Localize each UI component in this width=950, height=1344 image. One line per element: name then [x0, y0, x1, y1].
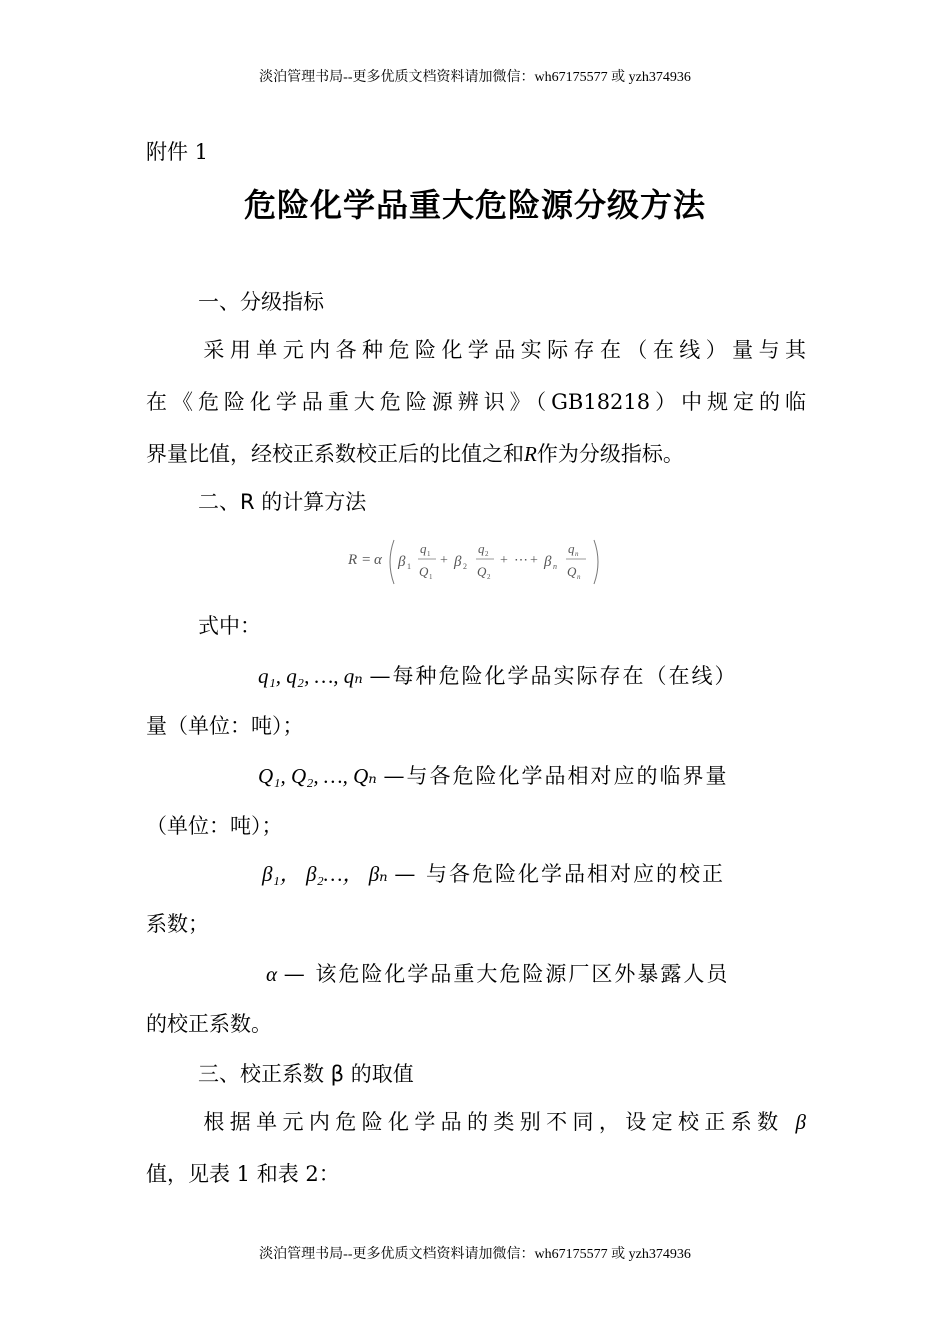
formula-left-paren: [390, 540, 394, 584]
formula-Qn: Q: [567, 564, 577, 579]
def1-symbol: q₁, q₂, …, qₙ: [258, 664, 363, 688]
formula-Q1-sub: 1: [429, 573, 433, 581]
def1-text: —每种危险化学品实际存在（在线）: [369, 664, 738, 688]
page-footer: 淡泊管理书局--更多优质文档资料请加微信：wh67175577 或 yzh374936: [259, 1247, 691, 1262]
def3: [262, 858, 725, 888]
section3-line2: 值，见表 1 和表 2：: [146, 1162, 340, 1186]
def3-symbol: β₁， β₂…， βₙ: [262, 862, 388, 886]
formula-plus1: +: [440, 553, 448, 568]
annex-label: 附件 1: [146, 140, 209, 164]
formula-q1: q: [420, 541, 427, 556]
section2-heading: 二、R 的计算方法: [198, 490, 367, 514]
formula-q1-sub: 1: [427, 550, 431, 558]
formula-plus2: +: [500, 553, 508, 568]
def2-text: —与各危险化学品相对应的临界量: [383, 764, 729, 788]
formula-plus3: +: [530, 553, 538, 568]
formula-beta2: β: [454, 554, 462, 570]
formula-beta2-sub: 2: [463, 562, 467, 571]
def3-continuation: 系数；: [146, 912, 209, 936]
def4-text: — 该危险化学品重大危险源厂区外暴露人员: [283, 962, 730, 986]
where-label: 式中：: [198, 614, 261, 638]
def4: [266, 958, 729, 988]
def1-continuation: 量（单位：吨）；: [146, 714, 304, 738]
formula-qn-sub: n: [575, 550, 579, 558]
section3-line1: 根据单元内危险化学品的类别不同，设定校正系数 β: [198, 1110, 806, 1134]
formula-Q1: Q: [419, 564, 429, 579]
formula-betan: β: [544, 554, 552, 570]
formula-Q2-sub: 2: [487, 573, 491, 581]
section3-paragraph: [146, 1096, 806, 1200]
def4-symbol: α: [266, 962, 278, 986]
def1: [258, 660, 737, 690]
section1-line3: 界量比值，经校正系数校正后的比值之和R作为分级指标。: [146, 442, 684, 466]
formula-q2: q: [478, 541, 485, 556]
formula-right-paren: [594, 540, 598, 584]
formula-beta1: β: [398, 554, 406, 570]
r-formula: [340, 532, 630, 592]
section1-line2: 在《危险化学品重大危险源辨识》（GB18218）中规定的临: [146, 390, 806, 414]
section3-heading: 三、校正系数 β 的取值: [198, 1062, 414, 1086]
page-title: 危险化学品重大危险源分级方法: [243, 186, 706, 224]
page-header: 淡泊管理书局--更多优质文档资料请加微信：wh67175577 或 yzh374936: [259, 70, 691, 85]
def2: [258, 760, 728, 790]
section1-heading: 一、分级指标: [198, 290, 324, 314]
formula-qn: q: [568, 541, 575, 556]
def3-text: — 与各危险化学品相对应的校正: [394, 862, 726, 886]
formula-equals: =: [362, 552, 371, 568]
formula-alpha: α: [374, 552, 382, 568]
formula-beta1-sub: 1: [407, 562, 411, 571]
formula-q2-sub: 2: [485, 550, 489, 558]
def2-symbol: Q₁, Q₂, …, Qₙ: [258, 764, 377, 788]
formula-betan-sub: n: [553, 562, 557, 571]
formula-lhs: R: [348, 552, 358, 568]
formula-Qn-sub: n: [577, 573, 581, 581]
section1-paragraph: [146, 324, 806, 480]
def4-continuation: 的校正系数。: [146, 1012, 272, 1036]
def2-continuation: （单位：吨）；: [146, 814, 283, 838]
formula-Q2: Q: [477, 564, 487, 579]
formula-dots: ⋯: [514, 553, 528, 568]
section1-line1: 采用单元内各种危险化学品实际存在（在线）量与其: [198, 338, 806, 362]
